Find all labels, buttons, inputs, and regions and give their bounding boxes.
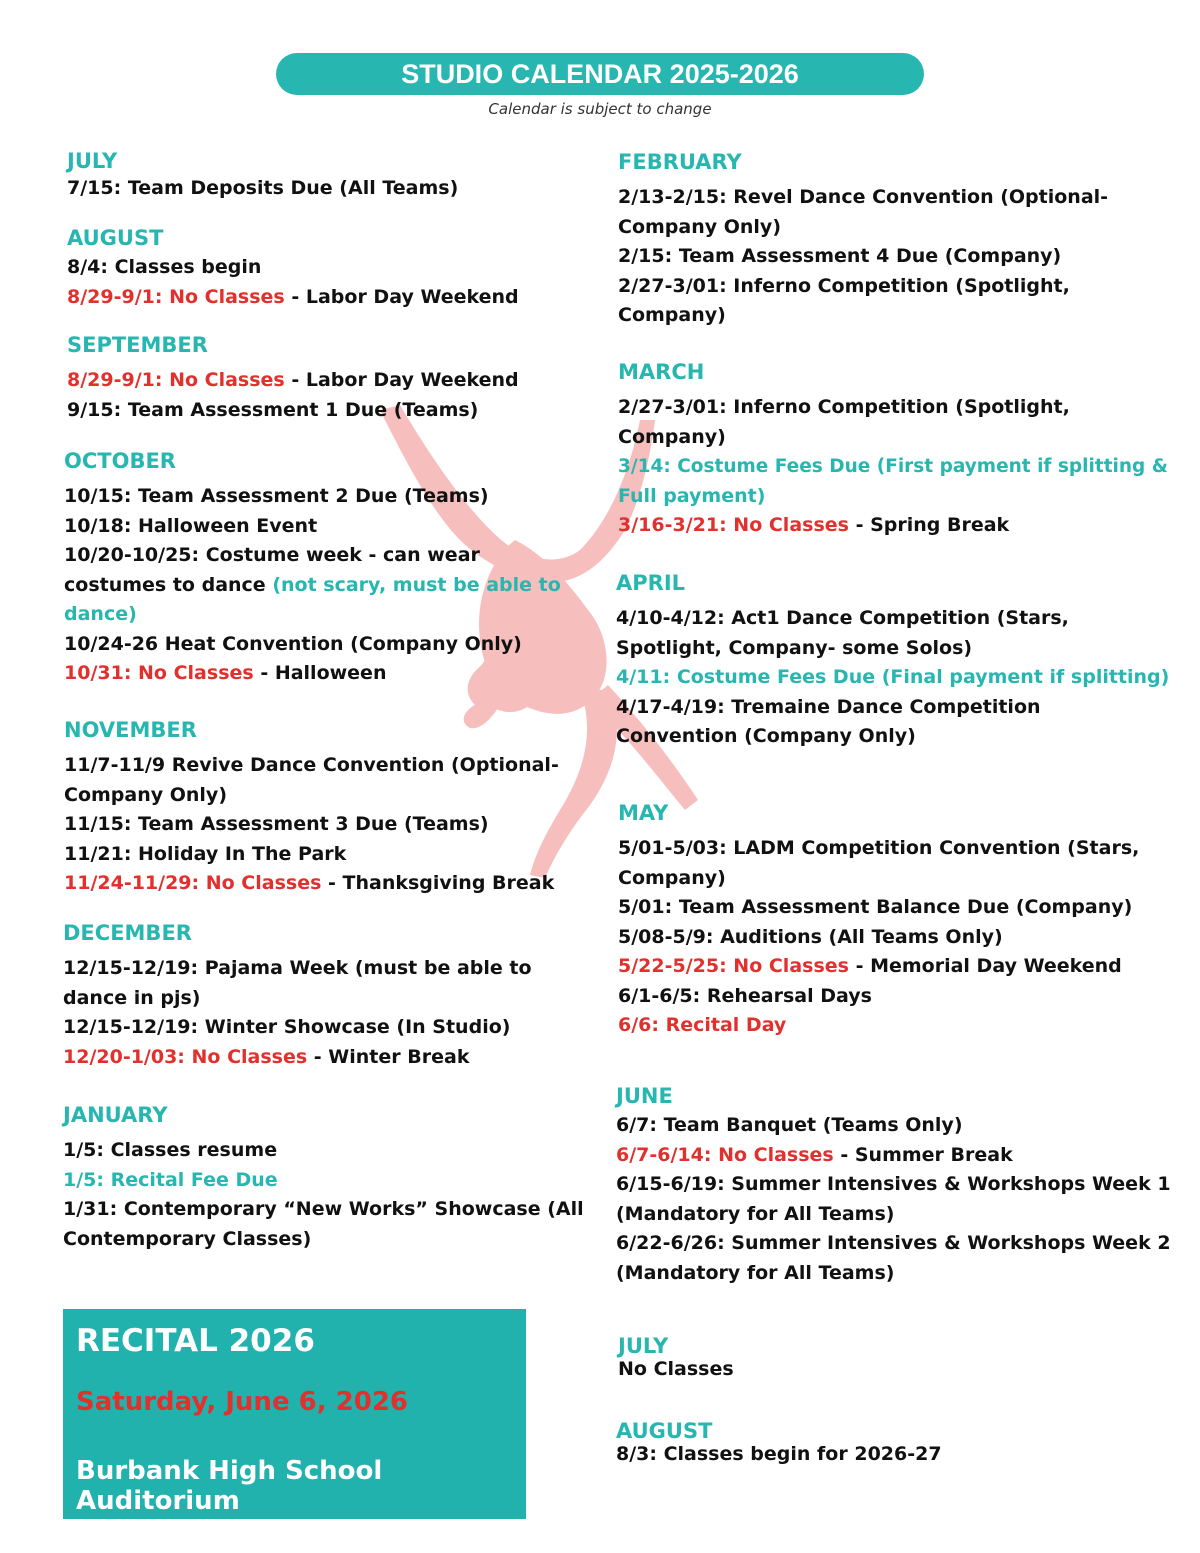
section-april: [616, 570, 1176, 752]
section-august-2026: [616, 1418, 1176, 1470]
event-line: 6/7: Team Banquet (Teams Only): [616, 1114, 963, 1136]
calendar-subtitle: Calendar is subject to change: [488, 100, 712, 118]
event-line: 6/1-6/5: Rehearsal Days: [618, 984, 872, 1007]
event-line: Company): [618, 425, 726, 448]
event-line: 10/15: Team Assessment 2 Due (Teams): [64, 485, 489, 507]
no-classes-text: 8/29-9/1: No Classes: [67, 369, 285, 391]
event-line: Full payment): [618, 484, 766, 507]
month-heading: NOVEMBER: [64, 718, 197, 742]
event-line: 11/15: Team Assessment 3 Due (Teams): [64, 813, 489, 835]
recital-info-box: [63, 1309, 526, 1519]
section-july-2026: [618, 1333, 1178, 1385]
calendar-title: STUDIO CALENDAR 2025-2026: [401, 58, 799, 89]
section-november: [64, 717, 619, 899]
event-note: - Thanksgiving Break: [321, 872, 555, 894]
month-heading: JANUARY: [63, 1103, 168, 1127]
event-line: 12/15-12/19: Pajama Week (must be able to: [63, 957, 532, 979]
event-line: 10/24-26 Heat Convention (Company Only): [64, 632, 522, 655]
recital-venue: Burbank High School Auditorium: [76, 1456, 383, 1516]
event-line: [67, 366, 622, 396]
event-line: [64, 869, 619, 899]
month-heading: MAY: [618, 801, 669, 825]
month-heading: MARCH: [618, 360, 705, 384]
no-classes-text: 8/29-9/1: No Classes: [67, 285, 285, 308]
event-note: - Labor Day Weekend: [284, 285, 519, 308]
event-line: [616, 1141, 1176, 1171]
event-line: No Classes: [618, 1358, 734, 1380]
recital-date: Saturday, June 6, 2026: [76, 1387, 409, 1417]
event-line: [63, 1043, 618, 1073]
section-december: [63, 920, 618, 1072]
section-august-2025: [67, 225, 622, 312]
section-september: [67, 332, 622, 425]
event-line: Company Only): [618, 215, 782, 238]
event-note: - Memorial Day Weekend: [848, 955, 1122, 977]
event-line: 10/20-10/25: Costume week - can wear: [64, 544, 480, 566]
event-line: Company): [618, 866, 726, 889]
month-heading: AUGUST: [616, 1419, 713, 1443]
event-line: dance): [64, 603, 137, 625]
section-march: [618, 359, 1178, 541]
event-line: 5/01: Team Assessment Balance Due (Company): [618, 896, 1133, 918]
event-line: 2/15: Team Assessment 4 Due (Company): [618, 245, 1062, 267]
no-classes-text: 3/16-3/21: No Classes: [618, 514, 849, 536]
event-line: 6/6: Recital Day: [618, 1014, 787, 1036]
no-classes-text: 12/20-1/03: No Classes: [63, 1045, 308, 1068]
event-line: [618, 952, 1178, 982]
event-line: 4/11: Costume Fees Due (Final payment if splitting): [616, 666, 1170, 688]
event-line: 10/18: Halloween Event: [64, 514, 318, 537]
section-may: [618, 800, 1178, 1041]
event-line: 2/27-3/01: Inferno Competition (Spotlight,: [618, 274, 1070, 297]
event-line: Company): [618, 304, 726, 326]
event-line: Contemporary Classes): [63, 1227, 312, 1250]
event-line: 4/17-4/19: Tremaine Dance Competition: [616, 695, 1041, 718]
event-line: 1/5: Classes resume: [63, 1139, 278, 1161]
event-line: 7/15: Team Deposits Due (All Teams): [67, 177, 459, 199]
event-line: 11/7-11/9 Revive Dance Convention (Optional-: [64, 754, 559, 776]
month-heading: JULY: [67, 149, 118, 173]
event-line: 1/31: Contemporary “New Works” Showcase (All: [63, 1198, 584, 1220]
event-line: [618, 511, 1178, 541]
month-heading: JUNE: [616, 1084, 673, 1108]
event-note: - Spring Break: [848, 514, 1010, 536]
section-february: [618, 149, 1178, 331]
event-text: costumes to dance: [64, 573, 273, 596]
event-note: - Winter Break: [307, 1045, 470, 1068]
event-line: 6/22-6/26: Summer Intensives & Workshops Week 2: [616, 1232, 1171, 1254]
section-october: [64, 448, 619, 689]
event-line: 2/13-2/15: Revel Dance Convention (Optional-: [618, 186, 1109, 208]
event-note: - Labor Day Weekend: [284, 369, 519, 391]
event-line: 12/15-12/19: Winter Showcase (In Studio): [63, 1016, 511, 1038]
event-line: (Mandatory for All Teams): [616, 1202, 895, 1225]
event-line: 11/21: Holiday In The Park: [64, 842, 347, 865]
event-line: 8/4: Classes begin: [67, 256, 262, 278]
event-line: 4/10-4/12: Act1 Dance Competition (Stars,: [616, 607, 1069, 629]
month-heading: OCTOBER: [64, 449, 176, 473]
event-line: Spotlight, Company- some Solos): [616, 636, 973, 659]
event-line: [67, 283, 622, 313]
event-line: 3/14: Costume Fees Due (First payment if splitting &: [618, 456, 1168, 477]
calendar-title-banner: [276, 53, 924, 95]
month-heading: JULY: [618, 1334, 669, 1358]
event-line: [64, 659, 619, 689]
event-line: dance in pjs): [63, 986, 201, 1009]
event-line: 1/5: Recital Fee Due: [63, 1168, 278, 1191]
no-classes-text: 11/24-11/29: No Classes: [64, 872, 322, 894]
recital-title: RECITAL 2026: [76, 1323, 315, 1359]
no-classes-text: 5/22-5/25: No Classes: [618, 955, 849, 977]
event-line: 2/27-3/01: Inferno Competition (Spotlight,: [618, 396, 1070, 418]
event-note: - Summer Break: [833, 1143, 1013, 1166]
event-note-teal: (not scary, must be able to: [272, 573, 561, 596]
event-note: - Halloween: [253, 662, 387, 684]
section-january: [63, 1102, 618, 1254]
event-line: 5/01-5/03: LADM Competition Convention (Stars,: [618, 837, 1140, 859]
event-line: Convention (Company Only): [616, 725, 916, 747]
event-line: Company Only): [64, 783, 228, 806]
month-heading: SEPTEMBER: [67, 333, 208, 357]
month-heading: APRIL: [616, 571, 686, 595]
event-line: [64, 571, 619, 601]
event-line: 6/15-6/19: Summer Intensives & Workshops Week 1: [616, 1173, 1171, 1195]
event-line: (Mandatory for All Teams): [616, 1261, 895, 1284]
event-line: 9/15: Team Assessment 1 Due (Teams): [67, 398, 479, 421]
section-july-2025: [67, 148, 622, 204]
event-line: 8/3: Classes begin for 2026-27: [616, 1443, 942, 1465]
no-classes-text: 10/31: No Classes: [64, 662, 254, 684]
month-heading: DECEMBER: [63, 921, 192, 945]
no-classes-text: 6/7-6/14: No Classes: [616, 1143, 834, 1166]
month-heading: FEBRUARY: [618, 150, 742, 174]
event-line: 5/08-5/9: Auditions (All Teams Only): [618, 925, 1003, 948]
month-heading: AUGUST: [67, 226, 164, 250]
section-june: [616, 1083, 1176, 1288]
